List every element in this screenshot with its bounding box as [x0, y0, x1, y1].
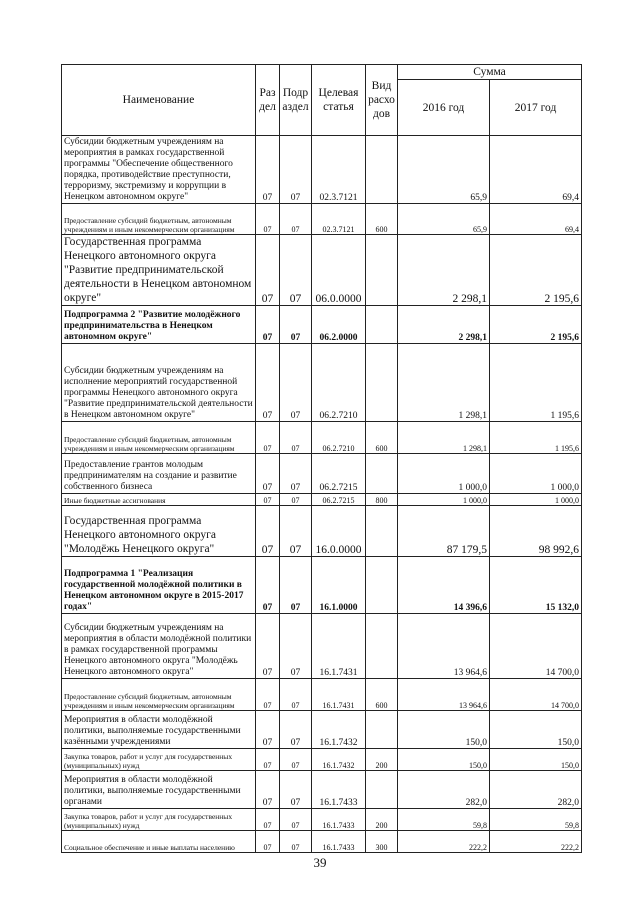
row-sum-2017: 69,4 — [490, 136, 582, 204]
header-name: Наименование — [62, 65, 256, 136]
row-sum-2017: 69,4 — [490, 204, 582, 235]
row-sum-2017: 1 000,0 — [490, 494, 582, 506]
row-razdel: 07 — [256, 344, 280, 422]
row-name: Субсидии бюджетным учреждениям на мероприятия в рамках государственной программы "Обеспечение общественного порядка, противодействие преступности, терроризму, экстремизму и коррупции в Ненецком автономном округе" — [62, 136, 256, 204]
table-row — [62, 422, 582, 454]
row-name: Предоставление грантов молодым предпринимателям на создание и развитие собственного бизнеса — [62, 454, 256, 494]
row-name: Предоставление субсидий бюджетным, автономным учреждениям и иным некоммерческим организациям — [62, 679, 256, 711]
row-sum-2016: 222,2 — [398, 831, 490, 853]
row-razdel: 07 — [256, 771, 280, 809]
row-target: 16.1.7433 — [312, 831, 366, 853]
table-row — [62, 679, 582, 711]
table-row — [62, 235, 582, 306]
row-name: Государственная программа Ненецкого автономного округа "Молодёжь Ненецкого округа" — [62, 506, 256, 557]
row-name: Субсидии бюджетным учреждениям на мероприятия в области молодёжной политики в рамках государственной программы Ненецкого автономного округа "Молодёжь Ненецкого автономного округа" — [62, 614, 256, 679]
row-podrazdel: 07 — [280, 344, 312, 422]
row-sum-2016: 2 298,1 — [398, 235, 490, 306]
row-target: 16.0.0000 — [312, 506, 366, 557]
row-expense-type: 300 — [366, 831, 398, 853]
row-target: 06.2.7215 — [312, 454, 366, 494]
row-razdel: 07 — [256, 494, 280, 506]
row-podrazdel: 07 — [280, 679, 312, 711]
row-podrazdel: 07 — [280, 454, 312, 494]
row-sum-2017: 98 992,6 — [490, 506, 582, 557]
row-sum-2016: 87 179,5 — [398, 506, 490, 557]
row-expense-type — [366, 235, 398, 306]
row-sum-2017: 222,2 — [490, 831, 582, 853]
row-expense-type: 800 — [366, 494, 398, 506]
row-sum-2017: 1 195,6 — [490, 422, 582, 454]
row-podrazdel: 07 — [280, 711, 312, 749]
row-podrazdel: 07 — [280, 749, 312, 771]
row-name: Мероприятия в области молодёжной политики, выполняемые государственными органами — [62, 771, 256, 809]
table-row — [62, 204, 582, 235]
row-podrazdel: 07 — [280, 235, 312, 306]
row-name: Субсидии бюджетным учреждениям на исполнение мероприятий государственной программы Ненецкого автономного округа "Развитие предпринимательской деятельности в Ненецком автономном округе" — [62, 344, 256, 422]
row-podrazdel: 07 — [280, 306, 312, 344]
row-name: Социальное обеспечение и иные выплаты населению — [62, 831, 256, 853]
row-sum-2017: 59,8 — [490, 809, 582, 831]
row-name: Иные бюджетные ассигнования — [62, 494, 256, 506]
row-target: 16.1.7433 — [312, 771, 366, 809]
row-expense-type — [366, 506, 398, 557]
row-name: Закупка товаров, работ и услуг для государственных (муниципальных) нужд — [62, 749, 256, 771]
row-expense-type — [366, 557, 398, 614]
row-target: 06.2.7210 — [312, 344, 366, 422]
row-razdel: 07 — [256, 679, 280, 711]
row-razdel: 07 — [256, 614, 280, 679]
row-podrazdel: 07 — [280, 614, 312, 679]
row-razdel: 07 — [256, 454, 280, 494]
row-target: 02.3.7121 — [312, 136, 366, 204]
row-razdel: 07 — [256, 711, 280, 749]
row-expense-type: 600 — [366, 422, 398, 454]
row-sum-2017: 2 195,6 — [490, 306, 582, 344]
row-sum-2016: 2 298,1 — [398, 306, 490, 344]
row-sum-2016: 282,0 — [398, 771, 490, 809]
row-podrazdel: 07 — [280, 136, 312, 204]
header-target: Целевая статья — [312, 65, 366, 136]
row-podrazdel: 07 — [280, 494, 312, 506]
table-row — [62, 614, 582, 679]
row-sum-2016: 13 964,6 — [398, 679, 490, 711]
table-row — [62, 494, 582, 506]
row-sum-2017: 15 132,0 — [490, 557, 582, 614]
table-row — [62, 771, 582, 809]
row-sum-2017: 1 000,0 — [490, 454, 582, 494]
table-row — [62, 454, 582, 494]
row-razdel: 07 — [256, 749, 280, 771]
header-year-2016: 2016 год — [398, 80, 490, 136]
row-razdel: 07 — [256, 136, 280, 204]
row-expense-type — [366, 614, 398, 679]
row-podrazdel: 07 — [280, 771, 312, 809]
row-target: 06.2.7210 — [312, 422, 366, 454]
row-expense-type — [366, 306, 398, 344]
row-target: 06.2.7215 — [312, 494, 366, 506]
row-target: 16.1.7432 — [312, 749, 366, 771]
header-razdel: Раз дел — [256, 65, 280, 136]
row-sum-2016: 65,9 — [398, 136, 490, 204]
table-row — [62, 809, 582, 831]
row-name: Предоставление субсидий бюджетным, автономным учреждениям и иным некоммерческим организациям — [62, 204, 256, 235]
table-row — [62, 711, 582, 749]
row-razdel: 07 — [256, 422, 280, 454]
row-razdel: 07 — [256, 557, 280, 614]
row-target: 06.0.0000 — [312, 235, 366, 306]
row-expense-type: 600 — [366, 204, 398, 235]
row-name: Подпрограмма 1 "Реализация государственной молодёжной политики в Ненецком автономном округе в 2015-2017 годах" — [62, 557, 256, 614]
header-year-2017: 2017 год — [490, 80, 582, 136]
row-sum-2016: 1 298,1 — [398, 422, 490, 454]
row-sum-2017: 150,0 — [490, 711, 582, 749]
row-sum-2016: 150,0 — [398, 711, 490, 749]
row-sum-2016: 65,9 — [398, 204, 490, 235]
row-razdel: 07 — [256, 809, 280, 831]
row-sum-2016: 13 964,6 — [398, 614, 490, 679]
row-sum-2016: 59,8 — [398, 809, 490, 831]
row-target: 16.1.7431 — [312, 614, 366, 679]
row-name: Закупка товаров, работ и услуг для государственных (муниципальных) нужд — [62, 809, 256, 831]
row-podrazdel: 07 — [280, 204, 312, 235]
budget-table — [61, 64, 582, 853]
page-number: 39 — [313, 855, 327, 870]
row-expense-type: 200 — [366, 809, 398, 831]
row-expense-type: 600 — [366, 679, 398, 711]
row-sum-2017: 1 195,6 — [490, 344, 582, 422]
header-sum: Сумма — [398, 65, 582, 80]
row-razdel: 07 — [256, 831, 280, 853]
row-expense-type: 200 — [366, 749, 398, 771]
row-target: 16.1.7432 — [312, 711, 366, 749]
row-sum-2017: 14 700,0 — [490, 614, 582, 679]
row-sum-2016: 150,0 — [398, 749, 490, 771]
row-expense-type — [366, 454, 398, 494]
row-sum-2017: 14 700,0 — [490, 679, 582, 711]
row-target: 16.1.0000 — [312, 557, 366, 614]
row-podrazdel: 07 — [280, 557, 312, 614]
row-podrazdel: 07 — [280, 506, 312, 557]
row-razdel: 07 — [256, 506, 280, 557]
header-expense-type: Вид расхо дов — [366, 65, 398, 136]
row-sum-2016: 1 298,1 — [398, 344, 490, 422]
row-podrazdel: 07 — [280, 809, 312, 831]
header-podrazdel: Подр аздел — [280, 65, 312, 136]
table-row — [62, 136, 582, 204]
row-sum-2016: 14 396,6 — [398, 557, 490, 614]
table-row — [62, 306, 582, 344]
row-sum-2017: 282,0 — [490, 771, 582, 809]
row-sum-2016: 1 000,0 — [398, 454, 490, 494]
row-name: Предоставление субсидий бюджетным, автономным учреждениям и иным некоммерческим организациям — [62, 422, 256, 454]
table-row — [62, 506, 582, 557]
row-sum-2017: 2 195,6 — [490, 235, 582, 306]
row-expense-type — [366, 344, 398, 422]
row-sum-2017: 150,0 — [490, 749, 582, 771]
row-target: 06.2.0000 — [312, 306, 366, 344]
row-razdel: 07 — [256, 204, 280, 235]
row-name: Мероприятия в области молодёжной политики, выполняемые государственными казёнными учреждениями — [62, 711, 256, 749]
row-podrazdel: 07 — [280, 831, 312, 853]
row-expense-type — [366, 136, 398, 204]
table-row — [62, 831, 582, 853]
row-name: Подпрограмма 2 "Развитие молодёжного предпринимательства в Ненецком автономном округе" — [62, 306, 256, 344]
row-expense-type — [366, 771, 398, 809]
table-row — [62, 557, 582, 614]
row-target: 02.3.7121 — [312, 204, 366, 235]
row-target: 16.1.7431 — [312, 679, 366, 711]
row-razdel: 07 — [256, 235, 280, 306]
table-row — [62, 749, 582, 771]
row-sum-2016: 1 000,0 — [398, 494, 490, 506]
table-row — [62, 344, 582, 422]
row-expense-type — [366, 711, 398, 749]
row-target: 16.1.7433 — [312, 809, 366, 831]
row-podrazdel: 07 — [280, 422, 312, 454]
row-name: Государственная программа Ненецкого автономного округа "Развитие предпринимательской деятельности в Ненецком автономном округе" — [62, 235, 256, 306]
row-razdel: 07 — [256, 306, 280, 344]
